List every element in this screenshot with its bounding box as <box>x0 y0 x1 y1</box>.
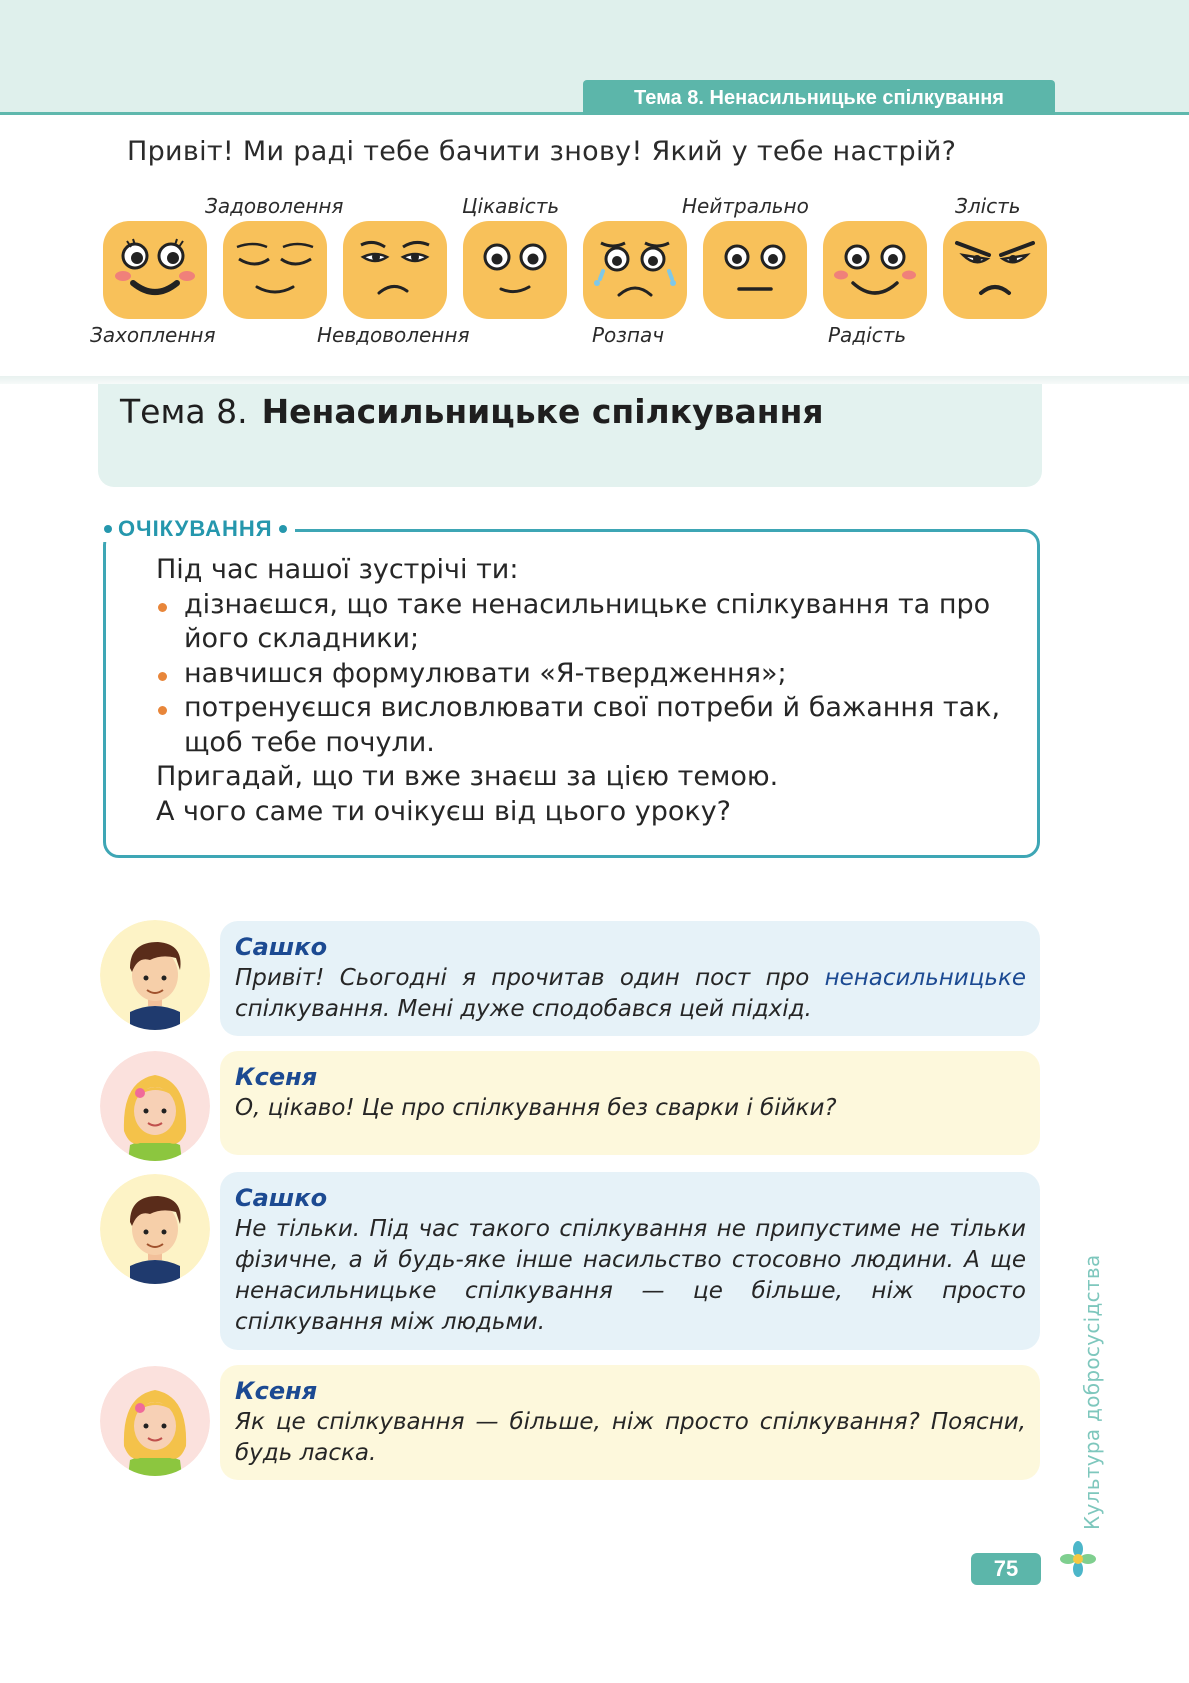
sashko-avatar <box>100 1174 210 1284</box>
mood-divider <box>0 376 1189 384</box>
ksenia-avatar <box>100 1051 210 1161</box>
expectations-intro: Під час нашої зустрічі ти: <box>156 554 519 585</box>
joy-emoji-icon[interactable] <box>823 221 927 319</box>
flower-icon <box>1060 1541 1096 1577</box>
expectations-bullet: дізнаєшся, що таке ненасильницьке спілкування та про його складники; <box>156 588 1016 657</box>
speaker-name: Сашко <box>235 1184 328 1212</box>
topic-title <box>120 392 824 431</box>
displeasure-emoji-icon[interactable] <box>343 221 447 319</box>
speech-text: О, цікаво! Це про спілкування без сварки і бійки? <box>235 1095 837 1121</box>
speech-text-part: спілкування. Мені дуже сподобався цей підхід. <box>235 996 812 1022</box>
speech-text-part: Привіт! Сьогодні я прочитав один пост про <box>235 965 825 991</box>
mood-label-displeasure: Невдоволення <box>317 323 470 347</box>
expectations-bullet: потренуєшся висловлювати свої потреби й бажання так, щоб тебе почули. <box>156 691 1016 760</box>
mood-label-neutral: Нейтрально <box>682 194 809 218</box>
despair-emoji-icon[interactable] <box>583 221 687 319</box>
mood-label-joy: Радість <box>828 323 907 347</box>
dialogue-bubble <box>220 1172 1040 1350</box>
satisfaction-emoji-icon[interactable] <box>223 221 327 319</box>
page-number: 75 <box>971 1553 1041 1585</box>
section-side-title: Культура добросусідства <box>1080 1254 1104 1530</box>
dialogue-bubble <box>220 921 1040 1036</box>
dot-icon <box>279 525 287 533</box>
speaker-name: Сашко <box>235 933 328 961</box>
running-head: Тема 8. Ненасильницьке спілкування <box>583 80 1055 116</box>
mood-label-anger: Злість <box>955 194 1021 218</box>
sashko-avatar <box>100 920 210 1030</box>
expectations-bullet: навчишся формулювати «Я-твердження»; <box>156 657 1016 692</box>
anger-emoji-icon[interactable] <box>943 221 1047 319</box>
mood-label-curiosity: Цікавість <box>462 194 560 218</box>
dialogue-bubble <box>220 1051 1040 1155</box>
speaker-name: Ксеня <box>235 1063 318 1091</box>
mood-label-satisfaction: Задоволення <box>205 194 344 218</box>
speaker-name: Ксеня <box>235 1377 318 1405</box>
expectations-question: А чого саме ти очікуєш від цього уроку? <box>156 795 732 827</box>
expectations-heading-label: ОЧІКУВАННЯ <box>118 516 273 541</box>
expectations-heading <box>98 516 295 542</box>
highlighted-term: ненасильницьке <box>824 965 1026 991</box>
expectations-outro: Пригадай, що ти вже знаєш за цією темою. <box>156 761 779 792</box>
ksenia-avatar <box>100 1366 210 1476</box>
neutral-emoji-icon[interactable] <box>703 221 807 319</box>
delight-emoji-icon[interactable] <box>103 221 207 319</box>
speech-text: Як це спілкування — більше, ніж просто спілкування? Поясни, будь ласка. <box>235 1409 1026 1466</box>
curiosity-emoji-icon[interactable] <box>463 221 567 319</box>
mood-label-despair: Розпач <box>592 323 665 347</box>
speech-text <box>235 963 1026 1025</box>
greeting-text: Привіт! Ми раді тебе бачити знову! Який у тебе настрій? <box>127 136 957 167</box>
topic-name: Ненасильницьке спілкування <box>261 392 824 431</box>
dialogue-bubble <box>220 1365 1040 1480</box>
topic-number: Тема 8. <box>120 392 248 431</box>
dot-icon <box>104 525 112 533</box>
mood-label-delight: Захоплення <box>90 323 216 347</box>
speech-text: Не тільки. Під час такого спілкування не припустиме не тільки фізичне, а й будь-яке інше насильство стосовно людини. А ще ненасильницьке спілкування — це більше, ніж просто спілкування між людьми. <box>235 1216 1026 1335</box>
expectations-content <box>156 553 1016 829</box>
